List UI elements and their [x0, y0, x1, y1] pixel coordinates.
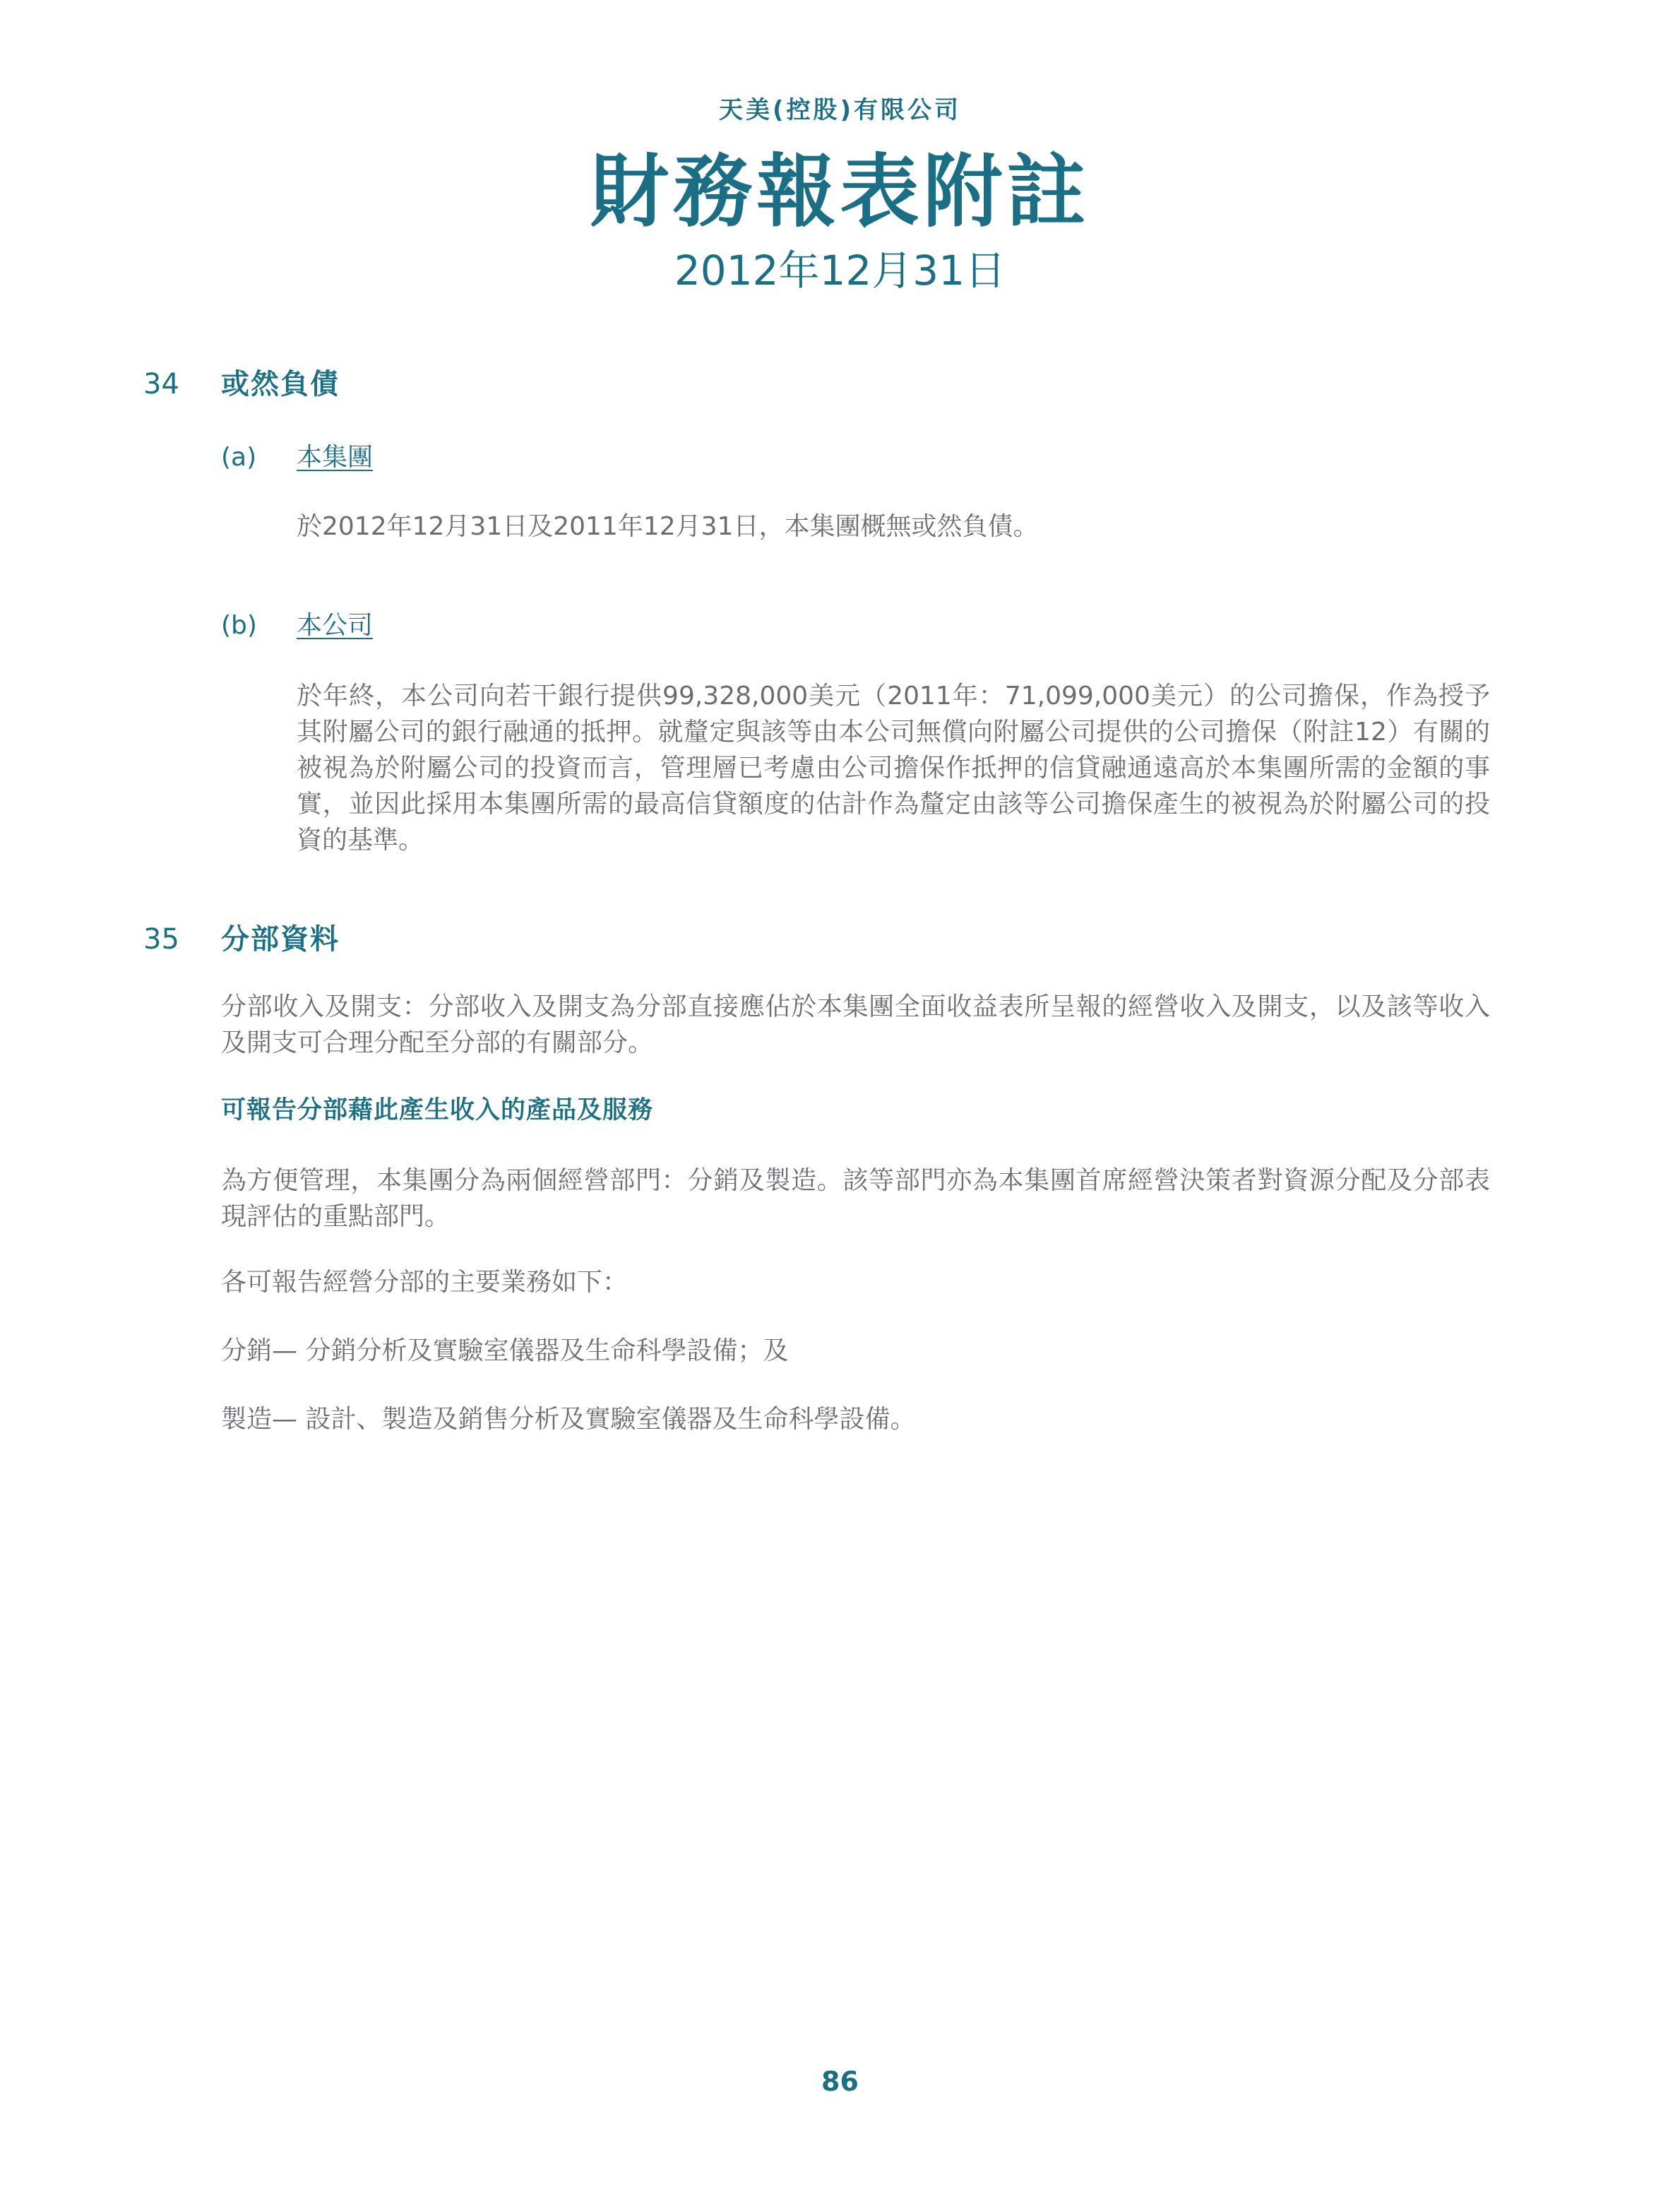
page-number: 86 [821, 2066, 859, 2097]
section-35-intro: 分部收入及開支：分部收入及開支為分部直接應佔於本集團全面收益表所呈報的經營收入及開支，以及該等收入及開支可合理分配至分部的有關部分。 [221, 992, 1490, 1057]
section-34-title: 或然負債 [221, 368, 340, 400]
section-35-title: 分部資料 [221, 923, 340, 956]
subsection-a-text: 於2012年12月31日及2011年12月31日，本集團概無或然負債。 [297, 512, 1039, 541]
section-35-paragraph-2: 各可報告經營分部的主要業務如下： [221, 1268, 628, 1297]
document-date: 2012年12月31日 [674, 246, 1006, 295]
document-title: 財務報表附註 [590, 146, 1090, 238]
section-35-number: 35 [143, 923, 179, 956]
section-35-paragraph-1: 為方便管理，本集團分為兩個經營部門：分銷及製造。該等部門亦為本集團首席經營決策者對資源分配及分部表現評估的重點部門。 [221, 1166, 1490, 1231]
section-35-paragraph-3: 分銷— 分銷分析及實驗室儀器及生命科學設備；及 [221, 1336, 789, 1365]
subsection-b-title: 本公司 [297, 611, 374, 640]
section-35-subheading: 可報告分部藉此產生收入的產品及服務 [221, 1096, 654, 1124]
subsection-b-label: (b) [221, 611, 257, 640]
section-35-paragraph-4: 製造— 設計、製造及銷售分析及實驗室儀器及生命科學設備。 [221, 1405, 916, 1434]
company-name: 天美(控股)有限公司 [718, 96, 962, 124]
section-34-number: 34 [143, 368, 179, 400]
subsection-a-title: 本集團 [297, 443, 374, 472]
subsection-b-text: 於年終，本公司向若干銀行提供99,328,000美元（2011年：71,099,000美元）的公司擔保，作為授予其附屬公司的銀行融通的抵押。就釐定與該等由本公司無償向附屬公司提供的公司擔保（附註12）有關的被視為於附屬公司的投資而言，管理層已考慮由公司擔保作抵押的信貸融通遠高於本集團所需的金額的事實，並因此採用本集團所需的最高信貸額度的估計作為釐定由該等公司擔保產生的被視為於附屬公司的投資的基準。 [297, 682, 1490, 855]
subsection-a-label: (a) [221, 443, 257, 472]
